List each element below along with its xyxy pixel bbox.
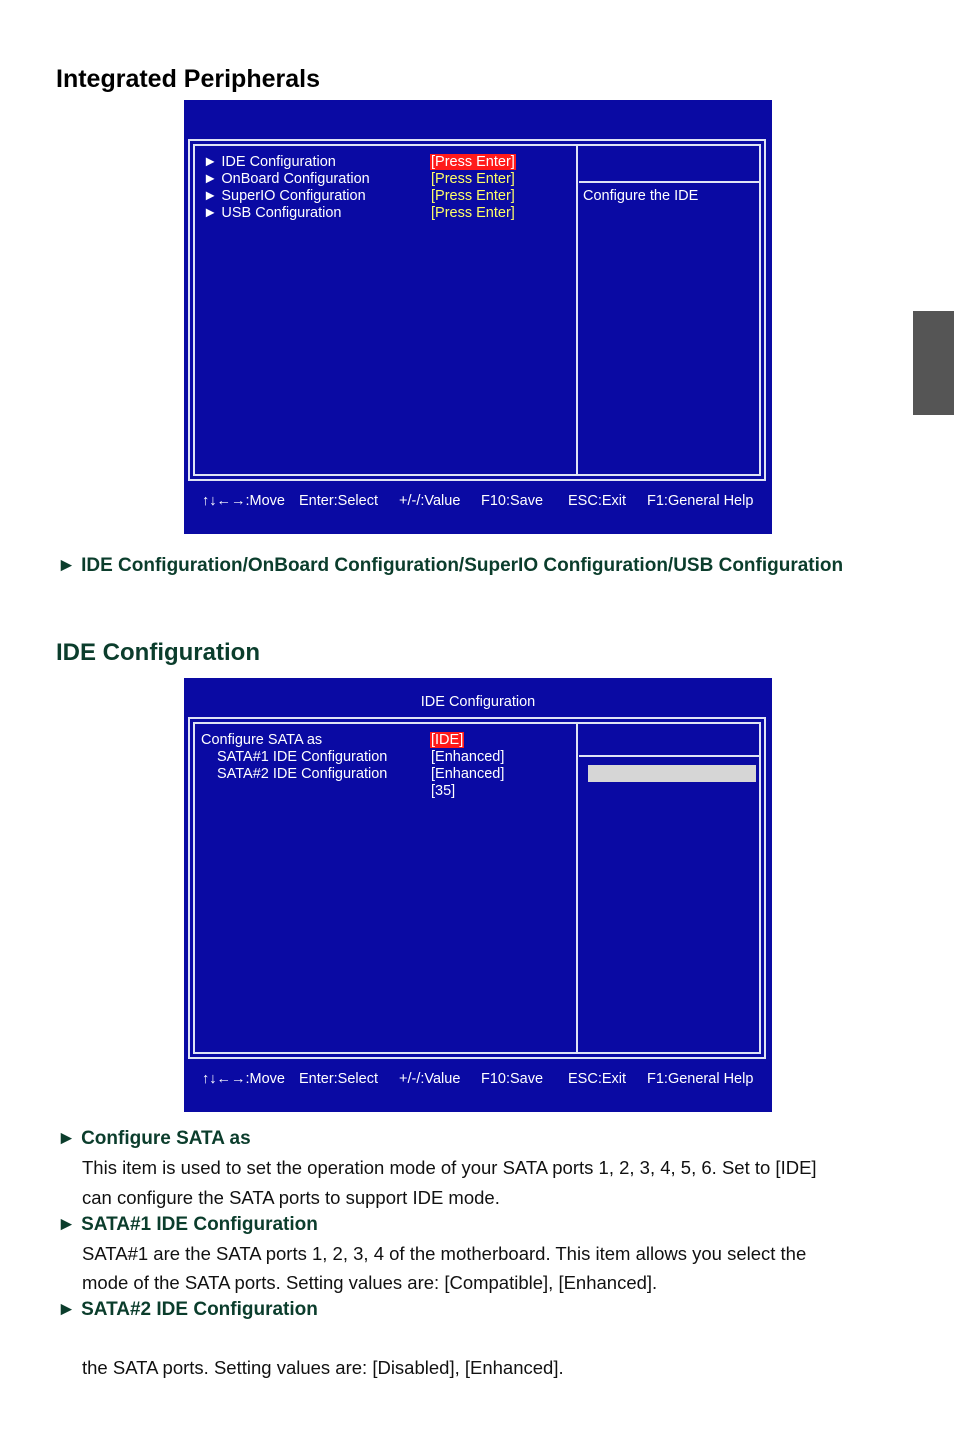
menu-value-timeout[interactable]: [35]: [431, 783, 456, 799]
bios-inner-frame: [193, 722, 761, 1054]
bios-frame: [188, 717, 766, 1059]
desc-line: mode of the SATA ports. Setting values are: [Compatible], [Enhanced].: [82, 1272, 658, 1293]
menu-item-ide-configuration[interactable]: [203, 154, 336, 171]
bios-frame: [188, 139, 766, 481]
bios-inner-frame: [193, 144, 761, 476]
menu-value-sata1-ide-configuration[interactable]: [Enhanced]: [431, 749, 505, 765]
desc-heading-sata1: ► SATA#1 IDE Configuration: [57, 1214, 318, 1235]
footer-exit: ESC:Exit: [568, 1071, 627, 1087]
footer-help: F1:General Help: [647, 493, 754, 509]
menu-value-ide-configuration[interactable]: [430, 154, 516, 171]
desc-line: the SATA ports. Setting values are: [Disabled], [Enhanced].: [82, 1357, 564, 1378]
bios-screen-integrated-peripherals: [184, 100, 772, 534]
desc-heading-sata2: ► SATA#2 IDE Configuration: [57, 1299, 318, 1320]
footer-help: F1:General Help: [647, 1071, 754, 1087]
bios-divider: [576, 724, 578, 1052]
footer-move: ↑↓←→:Move: [202, 493, 285, 509]
help-separator: [579, 181, 759, 183]
bios-title: IDE Configuration: [420, 694, 536, 710]
menu-item-sata1-ide-configuration[interactable]: SATA#1 IDE Configuration: [217, 749, 388, 765]
menu-item-superio-configuration[interactable]: [203, 188, 366, 205]
footer-exit: ESC:Exit: [568, 493, 627, 509]
bios-divider: [576, 146, 578, 474]
menu-item-label: ► OnBoard Configuration: [203, 171, 370, 187]
footer-value: +/-/:Value: [399, 1071, 461, 1087]
desc-heading-configure-sata-as: ► Configure SATA as: [57, 1128, 251, 1149]
footer-save: F10:Save: [481, 493, 544, 509]
desc-line: This item is used to set the operation mode of your SATA ports 1, 2, 3, 4, 5, 6. Set to [IDE]: [82, 1157, 817, 1178]
selected-value: [Press Enter]: [431, 154, 515, 170]
menu-item-usb-configuration[interactable]: [203, 205, 341, 222]
footer-select: Enter:Select: [299, 493, 378, 509]
help-text: Configure the IDE: [583, 188, 699, 204]
menu-value-configure-sata-as[interactable]: [430, 732, 464, 749]
menu-item-onboard-configuration[interactable]: [203, 171, 370, 188]
desc-line: can configure the SATA ports to support IDE mode.: [82, 1187, 500, 1208]
menu-item-sata2-ide-configuration[interactable]: SATA#2 IDE Configuration: [217, 766, 388, 782]
caption-configurations: ► IDE Configuration/OnBoard Configuration/SuperIO Configuration/USB Configuration: [57, 555, 844, 576]
menu-value-usb-configuration[interactable]: [Press Enter]: [431, 205, 515, 221]
menu-item-configure-sata-as[interactable]: Configure SATA as: [201, 732, 323, 748]
footer-value: +/-/:Value: [399, 493, 461, 509]
desc-line: SATA#1 are the SATA ports 1, 2, 3, 4 of the motherboard. This item allows you select the: [82, 1243, 807, 1264]
bios-screen-ide-configuration: [184, 678, 772, 1112]
help-highlight-bar: [588, 765, 756, 782]
section-title: IDE Configuration: [56, 639, 260, 666]
menu-value-superio-configuration[interactable]: [Press Enter]: [431, 188, 515, 204]
footer-save: F10:Save: [481, 1071, 544, 1087]
menu-item-label: ► SuperIO Configuration: [203, 188, 366, 204]
menu-item-label: ► IDE Configuration: [203, 154, 336, 170]
help-separator: [579, 755, 759, 757]
menu-value-onboard-configuration[interactable]: [Press Enter]: [431, 171, 515, 187]
footer-move: ↑↓←→:Move: [202, 1071, 285, 1087]
menu-item-label: ► USB Configuration: [203, 205, 342, 221]
footer-select: Enter:Select: [299, 1071, 378, 1087]
page-title: Integrated Peripherals: [56, 65, 320, 93]
menu-value-sata2-ide-configuration[interactable]: [Enhanced]: [431, 766, 505, 782]
selected-value: [IDE]: [431, 732, 464, 748]
chapter-tab: [913, 311, 954, 415]
